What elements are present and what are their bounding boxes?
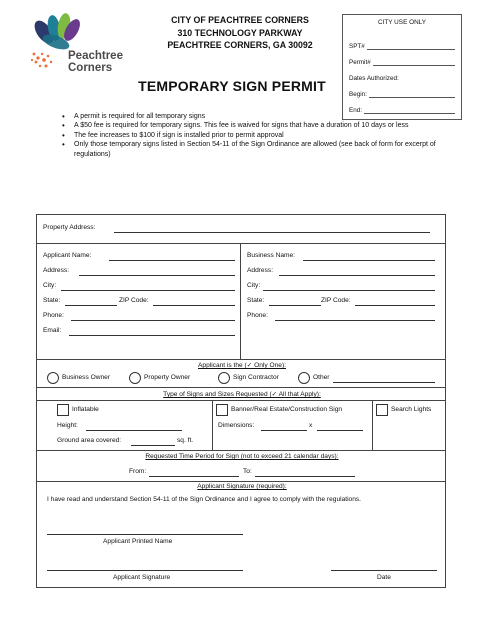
business-city-label: City: [247, 282, 261, 289]
permit-label: Permit# [349, 59, 371, 66]
time-period-heading: Requested Time Period for Sign (not to exceed 21 calendar days): [145, 453, 339, 460]
business-zip-field[interactable] [355, 305, 435, 306]
date-label: Date [377, 574, 391, 581]
property-address-field[interactable] [114, 232, 430, 233]
other-radio[interactable] [298, 372, 310, 384]
dimension-height-field[interactable] [317, 430, 363, 431]
dimension-x-label: x [309, 422, 313, 429]
ground-area-label: Ground area covered: [57, 437, 122, 444]
signature-field[interactable] [47, 570, 243, 571]
printed-name-label: Applicant Printed Name [103, 538, 173, 545]
inflatable-checkbox[interactable] [57, 404, 69, 416]
divider [37, 450, 445, 451]
begin-field[interactable] [369, 91, 455, 98]
begin-label: Begin: [349, 91, 367, 98]
list-item: • A permit is required for all temporary signs [62, 112, 442, 121]
applicant-state-label: State: [43, 297, 61, 304]
sqft-label: sq. ft. [177, 437, 194, 444]
logo-line-1: Peachtree [68, 50, 123, 62]
business-address-field[interactable] [279, 275, 435, 276]
inflatable-label: Inflatable [72, 406, 99, 413]
business-city-field[interactable] [263, 290, 435, 291]
applicant-name-label: Applicant Name: [43, 252, 92, 259]
height-field[interactable] [86, 430, 182, 431]
applicant-phone-label: Phone: [43, 312, 64, 319]
business-phone-label: Phone: [247, 312, 268, 319]
applicant-zip-label: ZIP Code: [119, 297, 149, 304]
city-name: CITY OF PEACHTREE CORNERS [171, 15, 309, 25]
signature-label: Applicant Signature [113, 574, 171, 581]
logo-line-2: Corners [68, 62, 113, 74]
permit-field[interactable] [373, 59, 455, 66]
business-state-field[interactable] [269, 305, 321, 306]
divider [37, 243, 445, 244]
business-name-label: Business Name: [247, 252, 296, 259]
dimensions-label: Dimensions: [218, 422, 255, 429]
applicant-state-field[interactable] [65, 305, 117, 306]
business-name-field[interactable] [303, 260, 435, 261]
divider [37, 387, 445, 388]
sign-types-heading: Type of Signs and Sizes Requested (✓ All that Apply): [163, 391, 321, 398]
list-item: • The fee increases to $100 if sign is installed prior to permit approval [62, 131, 442, 140]
dates-label: Dates Authorized: [349, 75, 399, 82]
date-field[interactable] [331, 570, 437, 571]
signature-heading: Applicant Signature (required): [197, 483, 287, 490]
applicant-city-label: City: [43, 282, 57, 289]
banner-label: Banner/Real Estate/Construction Sign [231, 406, 343, 413]
applicant-zip-field[interactable] [153, 305, 235, 306]
applicant-address-label: Address: [43, 267, 70, 274]
logo-wordmark [68, 50, 123, 74]
business-phone-field[interactable] [275, 320, 435, 321]
ground-area-field[interactable] [131, 445, 175, 446]
list-item: • A $50 fee is required for temporary signs. This fee is waived for signs that have a duration of 10 days or less [62, 121, 442, 130]
applicant-name-field[interactable] [109, 260, 235, 261]
property-owner-label: Property Owner [144, 374, 191, 381]
requirements-list [62, 112, 442, 159]
column-divider [240, 243, 241, 359]
applicant-address-field[interactable] [79, 275, 235, 276]
business-zip-label: ZIP Code: [321, 297, 351, 304]
printed-name-field[interactable] [47, 534, 243, 535]
spt-label: SPT# [349, 43, 365, 50]
to-field[interactable] [255, 476, 355, 477]
applicant-city-field[interactable] [61, 290, 235, 291]
column-divider [212, 400, 213, 450]
sign-contractor-radio[interactable] [218, 372, 230, 384]
business-owner-radio[interactable] [47, 372, 59, 384]
spt-field[interactable] [367, 43, 455, 50]
property-owner-radio[interactable] [129, 372, 141, 384]
other-label: Other [313, 374, 330, 381]
business-state-label: State: [247, 297, 265, 304]
city-use-title: CITY USE ONLY [377, 19, 427, 26]
search-lights-checkbox[interactable] [376, 404, 388, 416]
business-address-label: Address: [247, 267, 274, 274]
dimension-width-field[interactable] [261, 430, 307, 431]
applicant-is-heading: Applicant is the (✓ Only One): [198, 362, 286, 369]
permit-form [36, 214, 446, 588]
from-field[interactable] [149, 476, 239, 477]
banner-checkbox[interactable] [216, 404, 228, 416]
page-title: TEMPORARY SIGN PERMIT [138, 78, 326, 94]
city-address: 310 TECHNOLOGY PARKWAY [177, 27, 303, 38]
other-field[interactable] [333, 382, 435, 383]
applicant-phone-field[interactable] [71, 320, 235, 321]
city-header [150, 14, 330, 52]
applicant-email-label: Email: [43, 327, 62, 334]
sign-contractor-label: Sign Contractor [233, 374, 279, 381]
search-lights-label: Search Lights [391, 406, 432, 413]
divider [37, 400, 445, 401]
divider [37, 481, 445, 482]
height-label: Height: [57, 422, 78, 429]
end-label: End: [349, 107, 362, 114]
city-state: PEACHTREE CORNERS, GA 30092 [167, 40, 313, 50]
applicant-email-field[interactable] [69, 335, 235, 336]
from-label: From: [129, 468, 147, 475]
column-divider [372, 400, 373, 450]
divider [37, 359, 445, 360]
city-use-box [342, 14, 462, 120]
business-owner-label: Business Owner [62, 374, 111, 381]
to-label: To: [243, 468, 252, 475]
property-address-label: Property Address: [43, 224, 96, 231]
list-item: • Only those temporary signs listed in Section 54-11 of the Sign Ordinance are allowed (see back of form for excerpt of regulations) [62, 140, 442, 159]
agreement-statement: I have read and understand Section 54-11 of the Sign Ordinance and I agree to comply with the regulations. [47, 496, 362, 503]
